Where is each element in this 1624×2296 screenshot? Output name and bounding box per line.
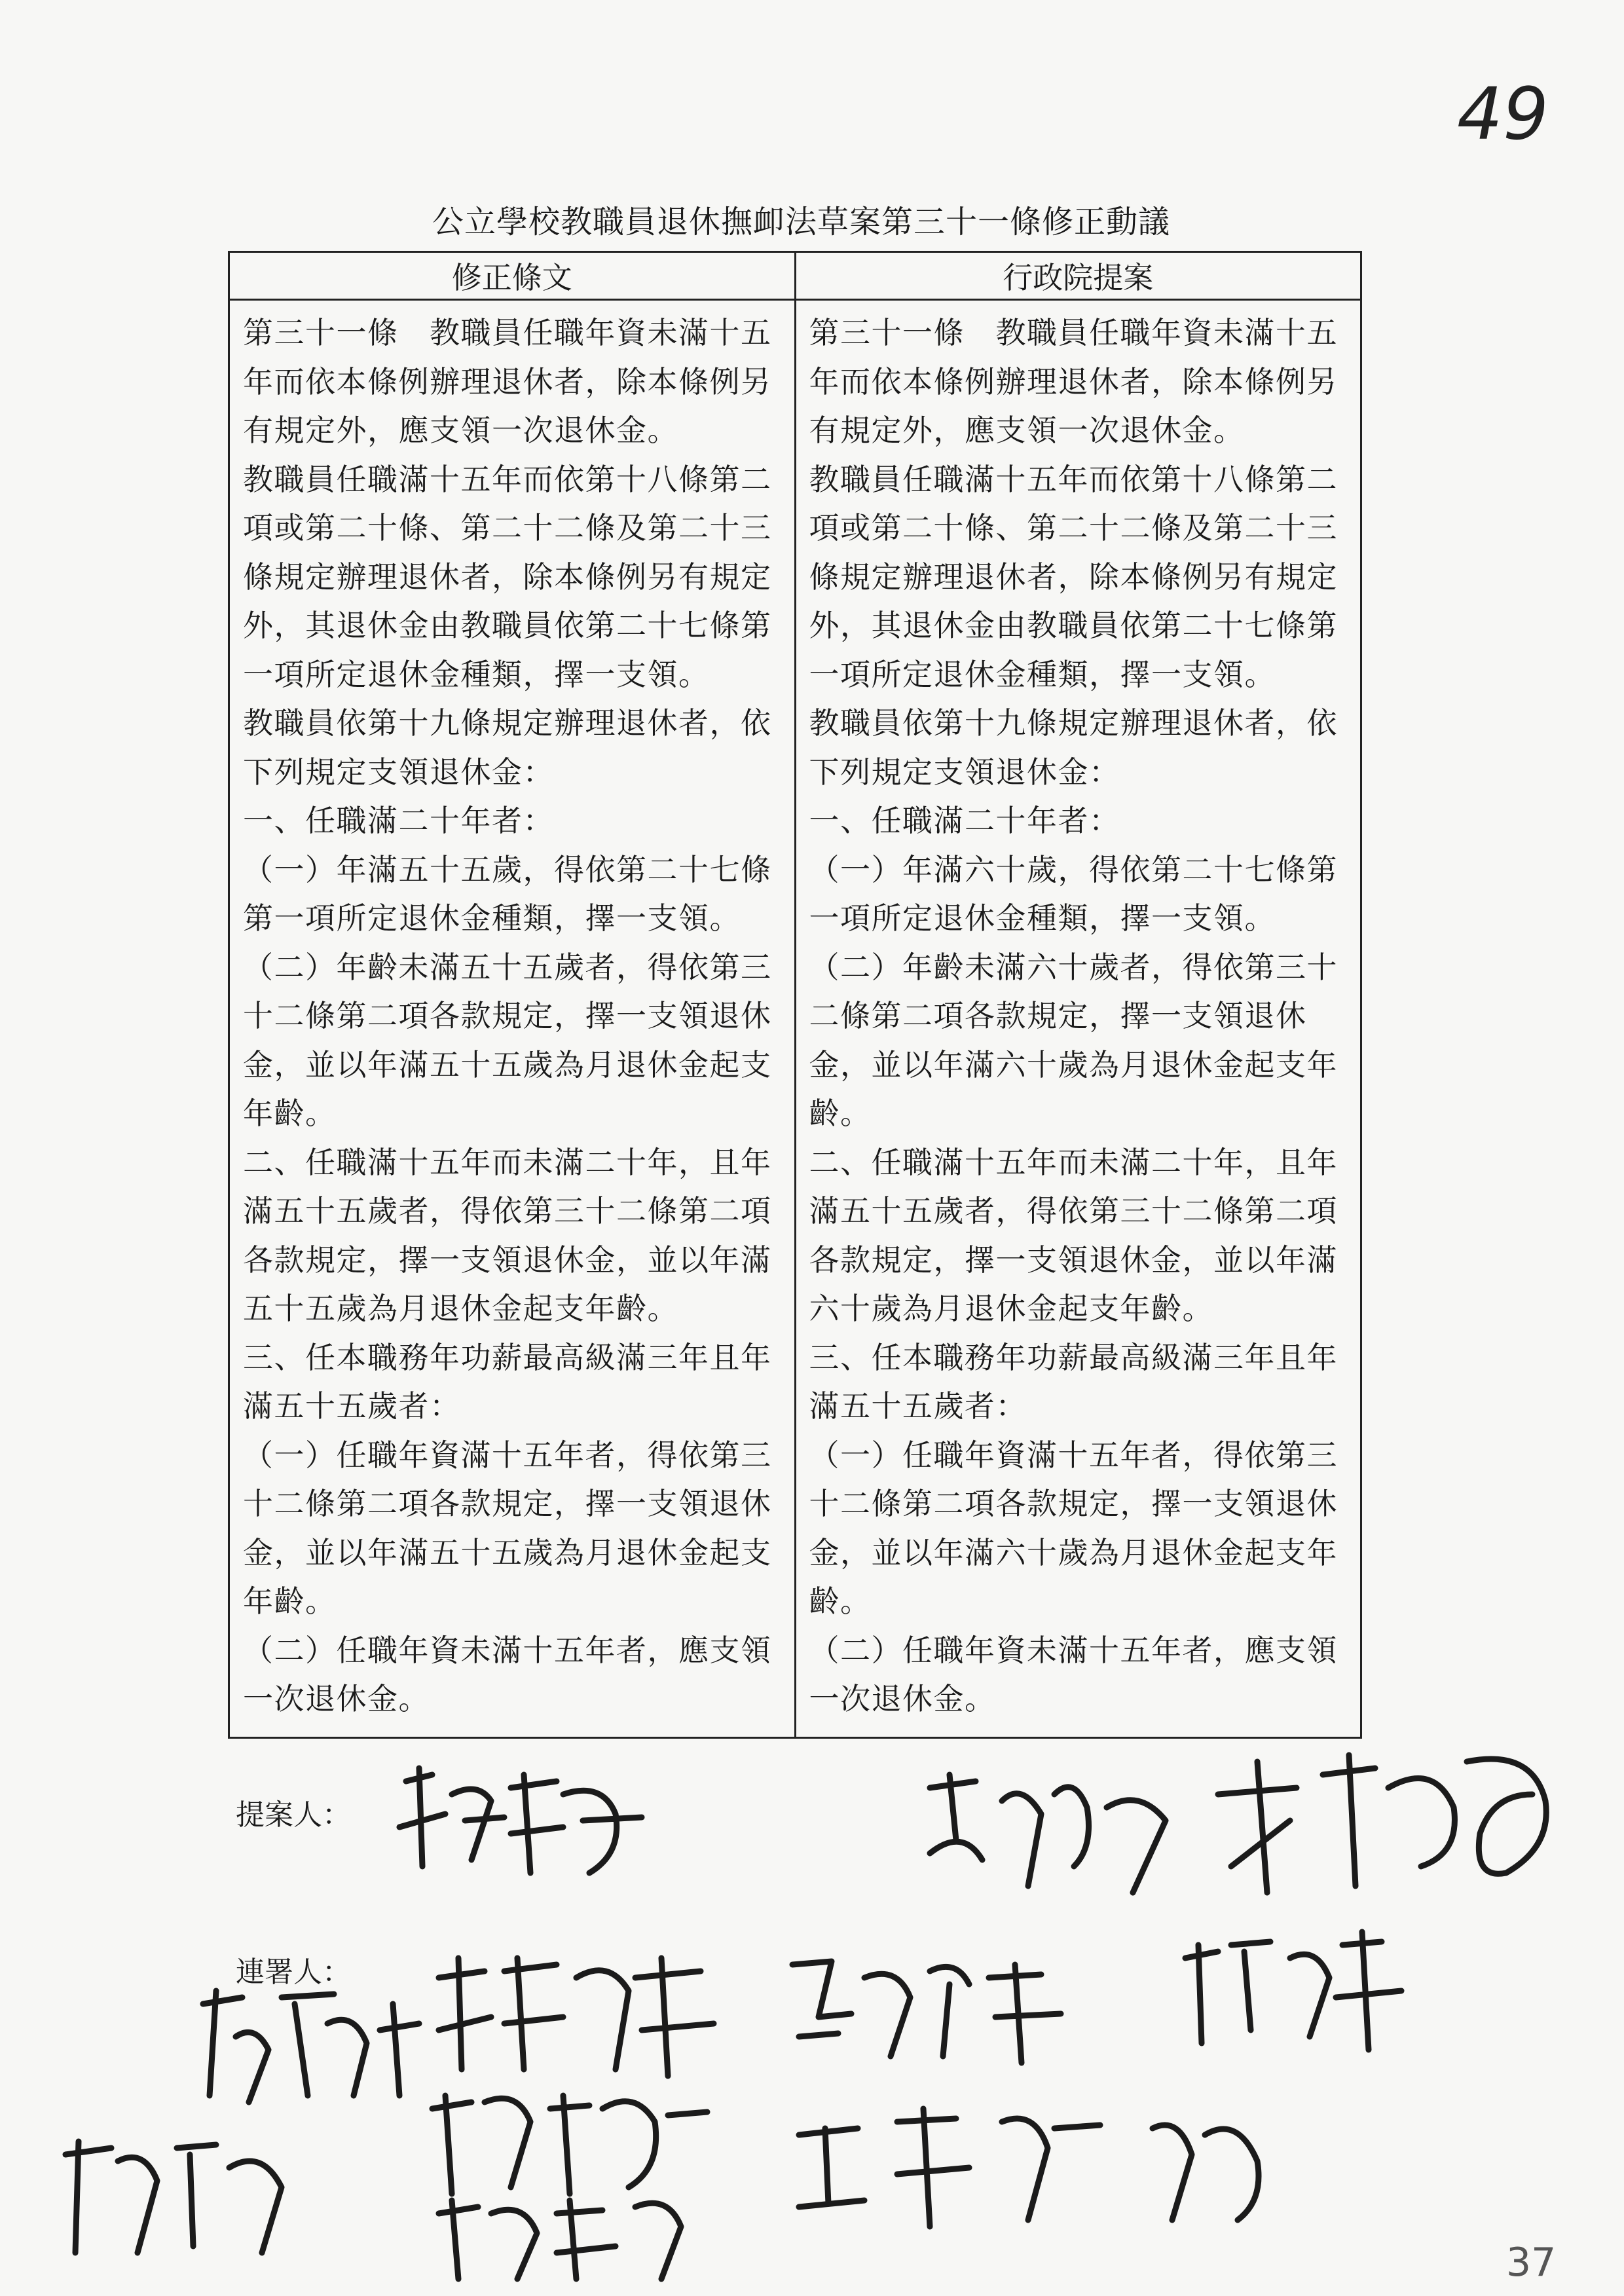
signature-cosigner-8	[52, 2122, 314, 2266]
left-paragraph: （一）年滿五十五歲，得依第二十七條第一項所定退休金種類，擇一支領。	[243, 851, 772, 936]
signature-proposer-2	[917, 1762, 1192, 1906]
right-paragraph: （一）年滿六十歲，得依第二十七條第一項所定退休金種類，擇一支領。	[809, 851, 1338, 936]
left-paragraph: 二、任職滿十五年而未滿二十年，且年滿五十五歲者，得依第三十二條第二項各款規定，擇一支領退休金，並以年滿五十五歲為月退休金起支年齡。	[243, 1144, 772, 1326]
signature-cosigner-2	[426, 1938, 740, 2089]
left-paragraph: （二）年齡未滿五十五歲者，得依第三十二條第二項各款規定，擇一支領退休金，並以年滿五十五歲為月退休金起支年齡。	[243, 949, 772, 1131]
comparison-table	[228, 251, 1362, 1739]
cosigner-label: 連署人：	[236, 1955, 351, 1989]
footer-page-number: 37	[1506, 2240, 1557, 2286]
left-paragraph: 第三十一條 教職員任職年資未滿十五年而依本條例辦理退休者，除本條例另有規定外，應支領一次退休金。	[243, 315, 772, 448]
left-paragraph: 教職員依第十九條規定辦理退休者，依下列規定支領退休金：	[243, 705, 772, 790]
header-amended-text: 修正條文	[229, 252, 796, 300]
signature-cosigner-3	[779, 1938, 1080, 2083]
proposer-label: 提案人：	[236, 1798, 351, 1832]
table-header-row	[229, 252, 1361, 300]
right-paragraph: （二）年齡未滿六十歲者，得依第三十二條第二項各款規定，擇一支領退休金，並以年滿六十歲為月退休金起支年齡。	[809, 949, 1338, 1131]
left-paragraph: 一、任職滿二十年者：	[243, 803, 554, 838]
table-body-row	[229, 300, 1361, 1738]
signature-cosigner-7	[426, 2181, 720, 2292]
signature-proposer-3	[1205, 1735, 1572, 1912]
signature-cosigner-6	[786, 2089, 1297, 2246]
amended-text-cell	[229, 300, 796, 1738]
left-paragraph: 教職員任職滿十五年而依第十八條第二項或第二十條、第二十二條及第二十三條規定辦理退休者，除本條例另有規定外，其退休金由教職員依第二十七條第一項所定退休金種類，擇一支領。	[243, 461, 772, 692]
left-paragraph: （二）任職年資未滿十五年者，應支領一次退休金。	[243, 1632, 772, 1716]
signature-proposer-1	[393, 1755, 655, 1893]
document-title: 公立學校教職員退休撫卹法草案第三十一條修正動議	[432, 204, 1171, 240]
right-paragraph: 一、任職滿二十年者：	[809, 803, 1120, 838]
signature-cosigner-1	[183, 1965, 432, 2115]
page-mark: 49	[1457, 72, 1549, 156]
right-paragraph: （一）任職年資滿十五年者，得依第三十二條第二項各款規定，擇一支領退休金，並以年滿六十歲為月退休金起支年齡。	[809, 1437, 1338, 1619]
executive-proposal-cell	[795, 300, 1361, 1738]
left-paragraph: （一）任職年資滿十五年者，得依第三十二條第二項各款規定，擇一支領退休金，並以年滿五十五歲為月退休金起支年齡。	[243, 1437, 772, 1619]
left-paragraph: 三、任本職務年功薪最高級滿三年且年滿五十五歲者：	[243, 1339, 772, 1424]
right-paragraph: 二、任職滿十五年而未滿二十年，且年滿五十五歲者，得依第三十二條第二項各款規定，擇一支領退休金，並以年滿六十歲為月退休金起支年齡。	[809, 1144, 1338, 1326]
right-paragraph: （二）任職年資未滿十五年者，應支領一次退休金。	[809, 1632, 1338, 1716]
header-executive-proposal: 行政院提案	[795, 252, 1361, 300]
right-paragraph: 第三十一條 教職員任職年資未滿十五年而依本條例辦理退休者，除本條例另有規定外，應支領一次退休金。	[809, 315, 1338, 448]
right-paragraph: 教職員任職滿十五年而依第十八條第二項或第二十條、第二十二條及第二十三條規定辦理退休者，除本條例另有規定外，其退休金由教職員依第二十七條第一項所定退休金種類，擇一支領。	[809, 461, 1338, 692]
signature-cosigner-4	[1172, 1919, 1421, 2056]
right-paragraph: 三、任本職務年功薪最高級滿三年且年滿五十五歲者：	[809, 1339, 1338, 1424]
right-paragraph: 教職員依第十九條規定辦理退休者，依下列規定支領退休金：	[809, 705, 1338, 790]
